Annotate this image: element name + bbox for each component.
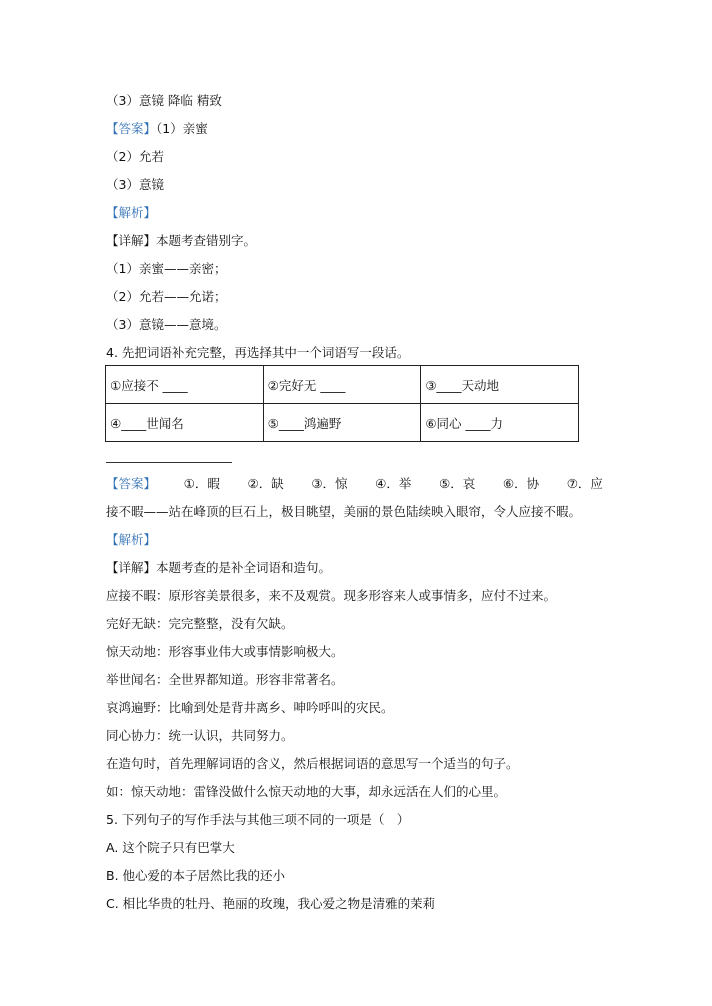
analysis-line bbox=[106, 532, 156, 548]
word-table bbox=[105, 365, 579, 442]
answer-item: ②．缺 bbox=[247, 476, 284, 491]
text-line: 哀鸿遍野：比喻到处是背井离乡、呻吟呼叫的灾民。 bbox=[106, 700, 394, 715]
table-cell: ④____世闻名 bbox=[106, 404, 264, 442]
text-line: 完好无缺：完完整整，没有欠缺。 bbox=[106, 616, 294, 631]
text-line: 如：惊天动地：雷锋没做什么惊天动地的大事，却永远活在人们的心里。 bbox=[106, 784, 507, 799]
question-5: 5. 下列句子的写作手法与其他三项不同的一项是（ ） bbox=[106, 812, 410, 827]
option-c: C. 相比华贵的牡丹、艳丽的玫瑰，我心爱之物是清雅的茉莉 bbox=[106, 896, 436, 911]
answer-tag: 【答案】 bbox=[106, 476, 157, 491]
table-cell: ①应接不 ____ bbox=[106, 366, 264, 404]
answer-row bbox=[106, 476, 603, 492]
table-cell: ③____天动地 bbox=[421, 366, 579, 404]
table-row bbox=[106, 404, 579, 442]
answer-line bbox=[106, 121, 208, 137]
table-cell: ②完好无 ____ bbox=[263, 366, 421, 404]
text-line: 在造句时，首先理解词语的含义，然后根据词语的意思写一个适当的句子。 bbox=[106, 756, 519, 771]
text-line: （3）意镜 降临 精致 bbox=[106, 93, 222, 108]
answer-blank-line bbox=[106, 462, 232, 463]
answer-item: ⑥．协 bbox=[502, 476, 540, 491]
answer-item: ⑦．应 bbox=[566, 476, 603, 491]
answer-continuation: 接不暇——站在峰顶的巨石上，极目眺望，美丽的景色陆续映入眼帘，令人应接不暇。 bbox=[106, 504, 582, 519]
answer-item: ③．惊 bbox=[311, 476, 348, 491]
table-cell: ⑤____鸿遍野 bbox=[263, 404, 421, 442]
text-line: 【详解】本题考查的是补全词语和造句。 bbox=[106, 560, 332, 575]
question-4: 4. 先把词语补充完整，再选择其中一个词语写一段话。 bbox=[106, 345, 410, 360]
text-line: （2）允若 bbox=[106, 149, 164, 164]
option-b: B. 他心爱的本子居然比我的还小 bbox=[106, 868, 286, 883]
table-row bbox=[106, 366, 579, 404]
answer-item: ⑤．哀 bbox=[439, 476, 476, 491]
answer-tag: 【答案】 bbox=[106, 121, 157, 136]
text-line: 举世闻名：全世界都知道。形容非常著名。 bbox=[106, 672, 344, 687]
table-cell: ⑥同心 ____力 bbox=[421, 404, 579, 442]
text-line: （3）意镜——意境。 bbox=[106, 317, 227, 332]
analysis-line bbox=[106, 205, 156, 221]
text-line: 应接不暇：原形容美景很多，来不及观赏。现多形容来人或事情多，应付不过来。 bbox=[106, 588, 557, 603]
answer-item: ④．举 bbox=[375, 476, 412, 491]
text-line: 惊天动地：形容事业伟大或事情影响极大。 bbox=[106, 644, 344, 659]
option-a: A. 这个院子只有巴掌大 bbox=[106, 840, 235, 855]
text-line: 【详解】本题考查错别字。 bbox=[106, 233, 257, 248]
answer-text: （1）亲蜜 bbox=[156, 121, 208, 136]
text-line: （3）意镜 bbox=[106, 177, 164, 192]
answer-item: ①．暇 bbox=[183, 476, 220, 491]
text-line: 同心协力：统一认识，共同努力。 bbox=[106, 728, 294, 743]
analysis-tag: 【解析】 bbox=[106, 205, 157, 220]
analysis-tag: 【解析】 bbox=[106, 532, 157, 547]
text-line: （1）亲蜜——亲密； bbox=[106, 261, 227, 276]
text-line: （2）允若——允诺； bbox=[106, 289, 227, 304]
